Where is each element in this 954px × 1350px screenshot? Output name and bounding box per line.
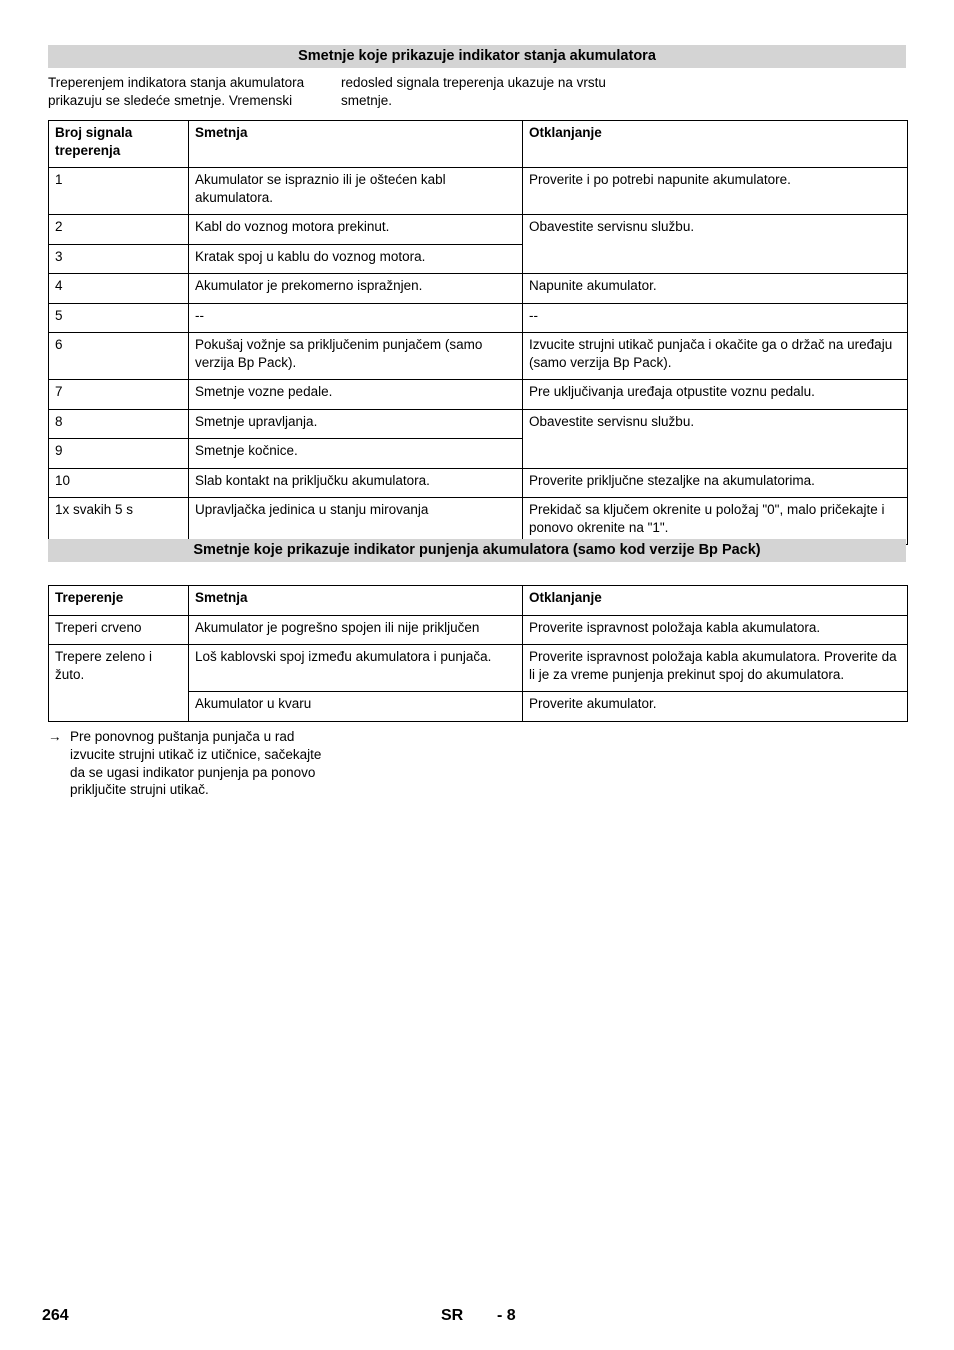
header-cell: Broj signala treperenja — [49, 121, 189, 168]
table-row — [49, 303, 908, 333]
table-cell: Upravljačka jedinica u stanju mirovanja — [189, 498, 523, 545]
sub-page-number: - 8 — [497, 1307, 516, 1324]
table-row — [49, 215, 908, 245]
table-cell: 5 — [49, 303, 189, 333]
table-row — [49, 409, 908, 439]
header-cell: Smetnja — [189, 121, 523, 168]
table-header-row — [49, 586, 908, 616]
intro-text-col2: redosled signala treperenja ukazuje na vrstu smetnje. — [341, 75, 606, 108]
table-cell: Akumulator se ispraznio ili je oštećen kabl akumulatora. — [189, 168, 523, 215]
table-cell: Proverite i po potrebi napunite akumulatore. — [523, 168, 908, 215]
table-row — [49, 468, 908, 498]
header-cell: Otklanjanje — [523, 586, 908, 616]
page-number: 264 — [42, 1307, 69, 1324]
table-header-row — [49, 121, 908, 168]
table-cell: Pre uključivanja uređaja otpustite voznu pedalu. — [523, 380, 908, 410]
table-cell: Napunite akumulator. — [523, 274, 908, 304]
table-cell: -- — [523, 303, 908, 333]
intro-text-col1: Treperenjem indikatora stanja akumulatora prikazuju se sledeće smetnje. Vremenski — [48, 75, 305, 108]
table-cell: Smetnje kočnice. — [189, 439, 523, 469]
table-cell: Proverite ispravnost položaja kabla akumulatora. — [523, 615, 908, 645]
language-code: SR — [441, 1307, 464, 1324]
table-cell: Proverite priključne stezaljke na akumulatorima. — [523, 468, 908, 498]
table-cell: Kratak spoj u kablu do voznog motora. — [189, 244, 523, 274]
section-title-charging-indicator: Smetnje koje prikazuje indikator punjenja akumulatora (samo kod verzije Bp Pack) — [48, 539, 906, 562]
table-row — [49, 615, 908, 645]
table-cell: Proverite ispravnost položaja kabla akumulatora. Proverite da li je za vreme punjenja prekinut spoj do akumulatora. — [523, 645, 908, 692]
table-cell: 4 — [49, 274, 189, 304]
table-cell: -- — [189, 303, 523, 333]
table-row — [49, 168, 908, 215]
table-cell: Akumulator je prekomerno ispražnjen. — [189, 274, 523, 304]
charging-indicator-fault-table — [48, 585, 908, 722]
table-cell: 6 — [49, 333, 189, 380]
table-cell: Akumulator je pogrešno spojen ili nije priključen — [189, 615, 523, 645]
note-text: Pre ponovnog puštanja punjača u rad izvucite strujni utikač iz utičnice, sačekajte da se ugasi indikator punjenja pa ponovo priključite strujni utikač. — [70, 729, 322, 798]
battery-status-fault-table — [48, 120, 908, 545]
table-row — [49, 645, 908, 692]
table-cell: Pokušaj vožnje sa priključenim punjačem (samo verzija Bp Pack). — [189, 333, 523, 380]
header-cell: Otklanjanje — [523, 121, 908, 168]
table-cell: 10 — [49, 468, 189, 498]
table-cell: Izvucite strujni utikač punjača i okačite ga o držač na uređaju (samo verzija Bp Pack). — [523, 333, 908, 380]
table-cell: Prekidač sa ključem okrenite u položaj "0", malo pričekajte i ponovo okrenite na "1". — [523, 498, 908, 545]
table-cell: Loš kablovski spoj između akumulatora i punjača. — [189, 645, 523, 692]
header-cell: Smetnja — [189, 586, 523, 616]
table-cell: 9 — [49, 439, 189, 469]
section-title-battery-status: Smetnje koje prikazuje indikator stanja akumulatora — [48, 45, 906, 68]
table-cell: 2 — [49, 215, 189, 245]
table-cell: Slab kontakt na priključku akumulatora. — [189, 468, 523, 498]
table-row — [49, 274, 908, 304]
table-cell: Kabl do voznog motora prekinut. — [189, 215, 523, 245]
table-cell: 8 — [49, 409, 189, 439]
table-cell: Smetnje vozne pedale. — [189, 380, 523, 410]
table-cell: 7 — [49, 380, 189, 410]
table-row — [49, 380, 908, 410]
table-cell: 1 — [49, 168, 189, 215]
table-row — [49, 498, 908, 545]
table-cell: Trepere zeleno i žuto. — [49, 645, 189, 722]
table-cell: Proverite akumulator. — [523, 692, 908, 722]
table-cell: 1x svakih 5 s — [49, 498, 189, 545]
table-cell: 3 — [49, 244, 189, 274]
table-cell: Obavestite servisnu službu. — [523, 409, 908, 468]
arrow-right-icon: → — [48, 729, 62, 744]
table-cell: Akumulator u kvaru — [189, 692, 523, 722]
table-row — [49, 333, 908, 380]
header-cell: Treperenje — [49, 586, 189, 616]
restart-charger-note — [48, 728, 328, 799]
table-cell: Smetnje upravljanja. — [189, 409, 523, 439]
table-cell: Treperi crveno — [49, 615, 189, 645]
table-cell: Obavestite servisnu službu. — [523, 215, 908, 274]
